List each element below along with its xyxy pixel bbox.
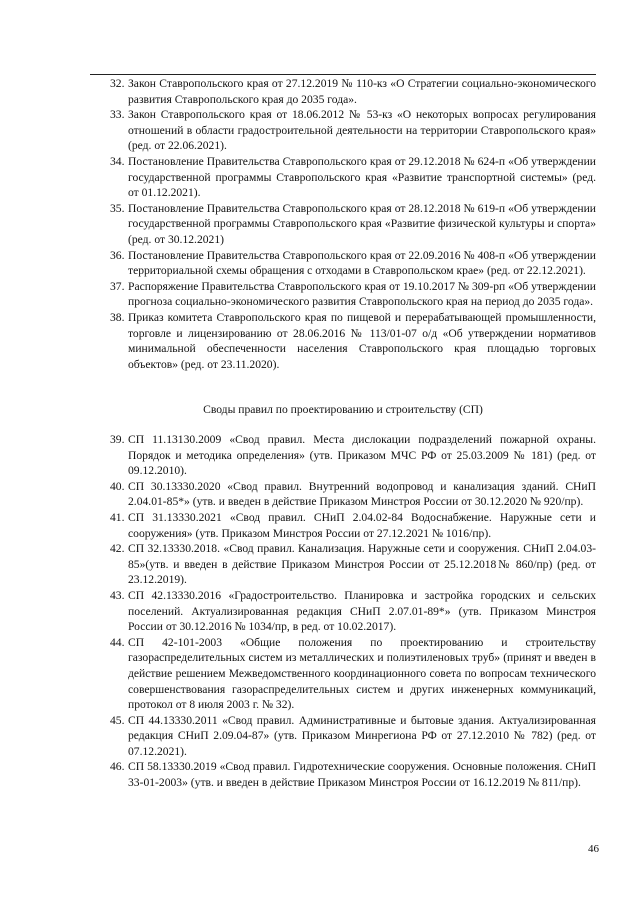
list-item <box>90 201 596 248</box>
list-item <box>90 154 596 201</box>
section-heading: Своды правил по проектированию и строительству (СП) <box>203 403 483 416</box>
list-item <box>90 541 596 588</box>
list-item <box>90 759 596 790</box>
item-text: Постановление Правительства Ставропольского края от 29.12.2018 № 624-п «Об утверждении государственной программы Ставропольского края «Развитие транспортной системы» (ред. от 01.12.2021). <box>128 154 596 200</box>
item-number: 37. <box>110 279 125 293</box>
item-number: 41. <box>110 510 125 524</box>
item-number: 39. <box>110 433 125 446</box>
item-text: Приказ комитета Ставропольского края по пищевой и перерабатывающей промышленности, торговле и лицензированию от 28.06.2016 № 113/01-07 о/д «Об утверждении нормативов минимальной обеспеченности населения Ставропольского края площадью торговых объектов» (ред. от 23.11.2020). <box>128 310 596 371</box>
regional-acts-list <box>90 76 596 372</box>
item-text: СП 42-101-2003 «Общие положения по проектированию и строительству газораспределительных систем из металлических и полиэтиленовых труб» (принят и введен в действие решением Межведомственного координационного совета по вопросам технического совершенствования газораспределительных систем и других инженерных коммуникаций, протокол от 8 июля 2003 г. № 32). <box>128 635 596 712</box>
list-item <box>90 107 596 154</box>
item-text: СП 44.13330.2011 «Свод правил. Административные и бытовые здания. Актуализированная редакция СНиП 2.09.04-87» (утв. Приказом Минрегиона РФ от 27.12.2010 № 782) (ред. от 07.12.2021). <box>128 713 596 758</box>
item-text: СП 31.13330.2021 «Свод правил. СНиП 2.04.02-84 Водоснабжение. Наружные сети и сооружения» (утв. Приказом Минстроя России от 27.12.2021 № 1016/пр). <box>128 510 596 540</box>
item-number: 38. <box>110 310 125 324</box>
item-number: 40. <box>110 479 125 493</box>
item-text: Постановление Правительства Ставропольского края от 22.09.2016 № 408-п «Об утверждении территориальной схемы обращения с отходами в Ставропольском крае» (ред. от 22.12.2021). <box>128 248 596 278</box>
item-text: Закон Ставропольского края от 27.12.2019 № 110-кз «О Стратегии социально-экономического развития Ставропольского края до 2035 года». <box>128 77 596 106</box>
list-item <box>90 310 596 372</box>
list-item <box>90 588 596 635</box>
item-number: 43. <box>110 588 125 602</box>
building-codes-list <box>90 432 596 791</box>
item-number: 46. <box>110 760 125 774</box>
item-number: 45. <box>110 713 125 727</box>
list-item <box>90 248 596 279</box>
item-text: СП 32.13330.2018. «Свод правил. Канализация. Наружные сети и сооружения. СНиП 2.04.03-85»(утв. и введен в действие Приказом Минстроя России от 25.12.2018№ 860/пр) (ред. от 23.12.2019). <box>128 542 596 587</box>
item-number: 44. <box>110 635 125 649</box>
list-item <box>90 479 596 510</box>
list-item <box>90 76 596 107</box>
list-item <box>90 432 596 479</box>
item-text: СП 11.13130.2009 «Свод правил. Места дислокации подразделений пожарной охраны. Порядок и методика определения» (утв. Приказом МЧС РФ от 25.03.2009 № 181) (ред. от 09.12.2010). <box>128 433 596 478</box>
list-item <box>90 635 596 713</box>
item-text: СП 42.13330.2016 «Градостроительство. Планировка и застройка городских и сельских поселений. Актуализированная редакция СНиП 2.07.01-89*» (утв. Приказом Минстроя России от 30.12.2016 № 1034/пр, в ред. от 10.02.2017). <box>128 588 596 634</box>
item-number: 32. <box>110 77 125 90</box>
list-item <box>90 713 596 760</box>
item-number: 36. <box>110 248 125 262</box>
page-number: 46 <box>588 843 599 855</box>
list-item <box>90 510 596 541</box>
list-item <box>90 279 596 310</box>
item-number: 33. <box>110 108 125 122</box>
item-text: Распоряжение Правительства Ставропольского края от 19.10.2017 № 309-рп «Об утверждении прогноза социально-экономического развития Ставропольского края на период до 2035 года». <box>128 279 596 309</box>
top-rule <box>90 74 596 75</box>
item-text: СП 30.13330.2020 «Свод правил. Внутренний водопровод и канализация зданий. СНиП 2.04.01-85*» (утв. и введен в действие Приказом Минстроя России от 30.12.2020 № 920/пр). <box>128 479 596 509</box>
item-text: Закон Ставропольского края от 18.06.2012 № 53-кз «О некоторых вопросах регулирования отношений в области градостроительной деятельности на территории Ставропольского края» (ред. от 22.06.2021). <box>128 108 596 153</box>
item-text: Постановление Правительства Ставропольского края от 28.12.2018 № 619-п «Об утверждении государственной программы Ставропольского края «Развитие физической культуры и спорта» (ред. от 30.12.2021) <box>128 201 596 246</box>
item-number: 34. <box>110 154 125 168</box>
item-text: СП 58.13330.2019 «Свод правил. Гидротехнические сооружения. Основные положения. СНиП 33-01-2003» (утв. и введен в действие Приказом Минстроя России от 16.12.2019 № 811/пр). <box>128 760 596 790</box>
item-number: 35. <box>110 201 125 215</box>
item-number: 42. <box>110 542 125 556</box>
